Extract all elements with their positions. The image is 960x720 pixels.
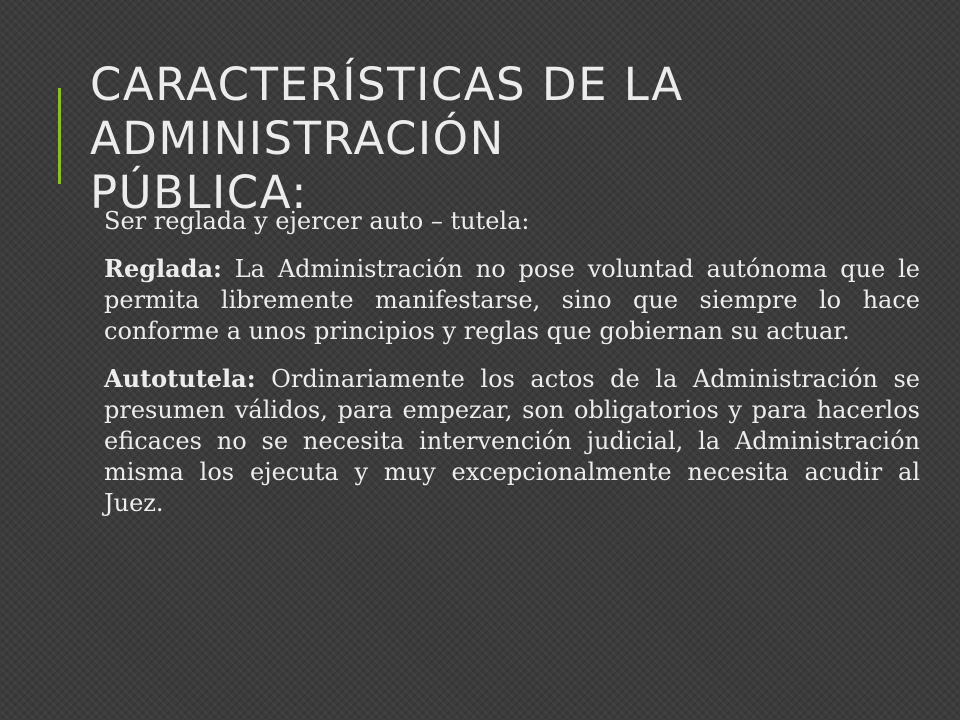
paragraph-autotutela	[104, 363, 920, 519]
definition-reglada: La Administración no pose voluntad autónoma que le permita libremente manifestarse, sino que siempre lo hace conforme a unos principios y reglas que gobiernan su actuar.	[104, 255, 920, 345]
title-line: PÚBLICA:	[90, 166, 308, 219]
slide-title	[90, 58, 910, 220]
definition-autotutela: Ordinariamente los actos de la Administración se presumen válidos, para empezar, son obligatorios y para hacerlos eficaces no se necesita intervención judicial, la Administración misma los ejecuta y muy excepcionalmente necesita acudir al Juez.	[104, 365, 920, 517]
intro-text: Ser reglada y ejercer auto – tutela:	[104, 207, 530, 235]
title-accent-bar	[58, 88, 61, 184]
title-line: ADMINISTRACIÓN	[90, 112, 505, 165]
title-line: CARACTERÍSTICAS DE LA	[90, 58, 684, 111]
paragraph-reglada	[104, 253, 920, 347]
term-reglada: Reglada:	[104, 254, 222, 283]
term-autotutela: Autotutela:	[104, 364, 256, 393]
slide-body	[104, 206, 920, 535]
